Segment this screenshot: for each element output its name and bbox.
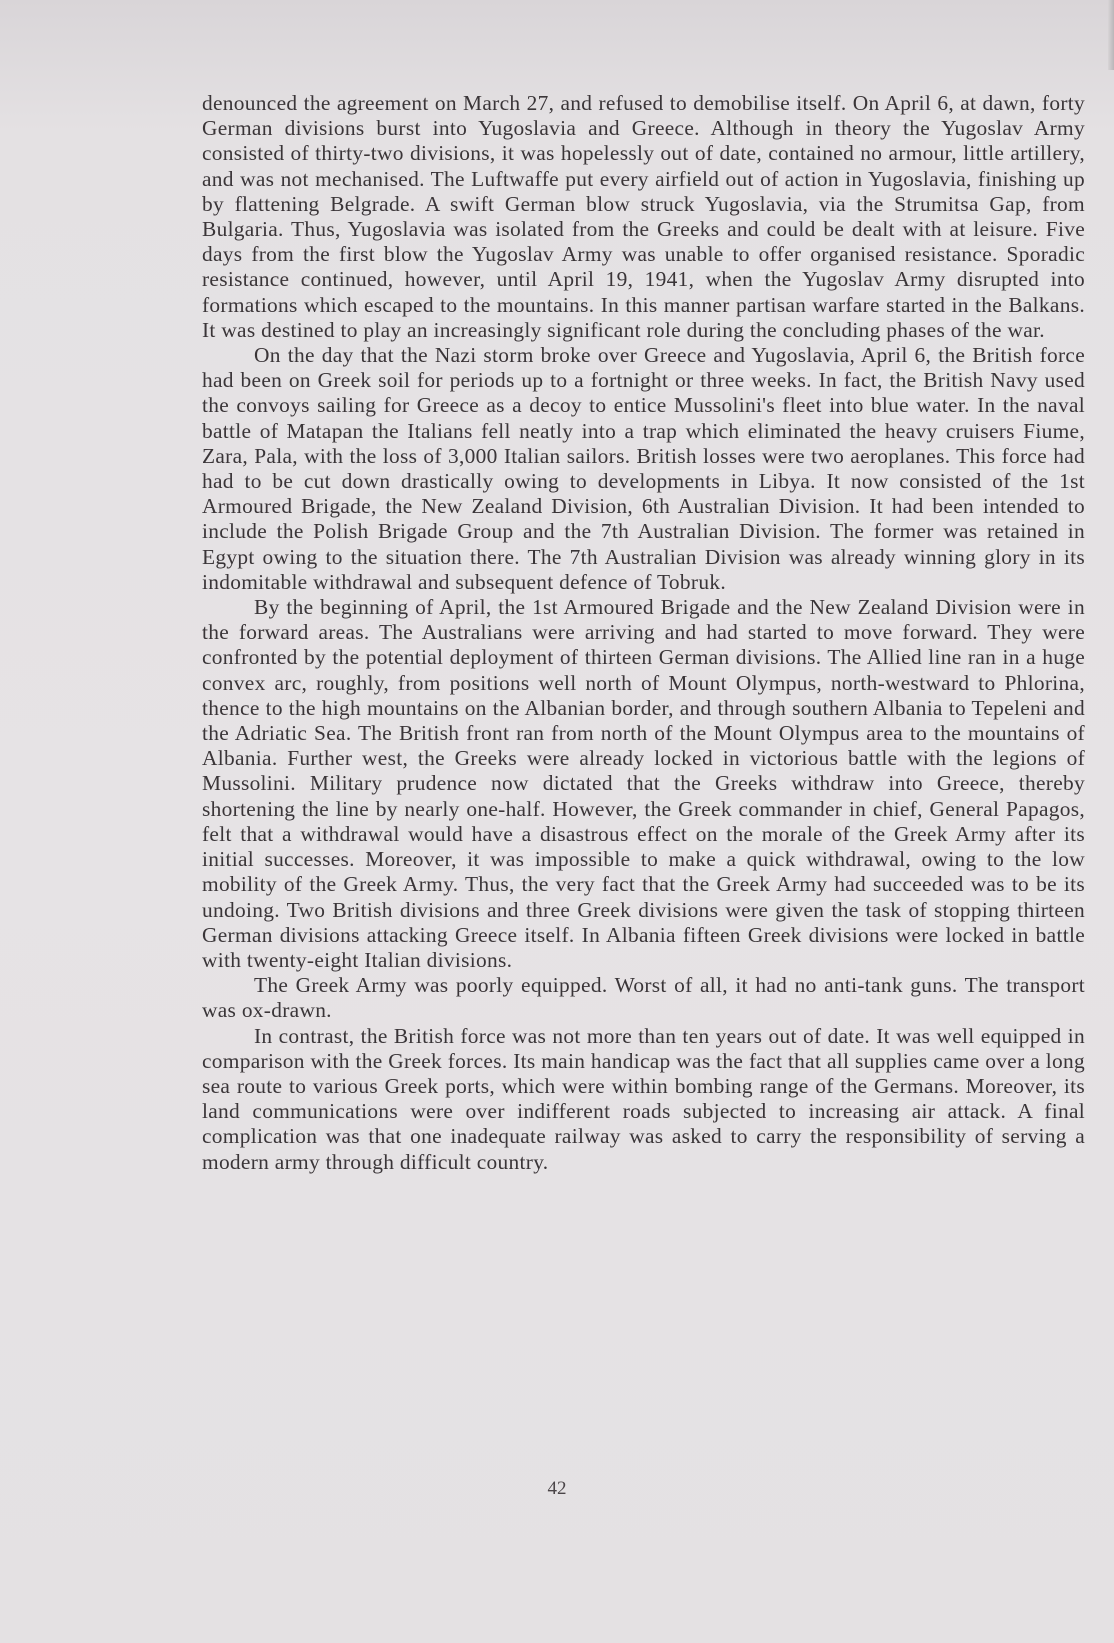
body-text (202, 91, 1085, 1175)
page-edge (1108, 0, 1114, 70)
paragraph-4: The Greek Army was poorly equipped. Worst of all, it had no anti-tank guns. The transport was ox-drawn. (202, 973, 1085, 1023)
paragraph-2: On the day that the Nazi storm broke over Greece and Yugoslavia, April 6, the British force had been on Greek soil for periods up to a fortnight or three weeks. In fact, the British Navy used the convoys sailing for Greece as a decoy to entice Mussolini's fleet into blue water. In the naval battle of Matapan the Italians fell neatly into a trap which eliminated the heavy cruisers Fiume, Zara, Pala, with the loss of 3,000 Italian sailors. British losses were two aeroplanes. This force had had to be cut down drastically owing to developments in Libya. It now consisted of the 1st Armoured Brigade, the New Zealand Division, 6th Australian Division. It had been intended to include the Polish Brigade Group and the 7th Australian Division. The former was retained in Egypt owing to the situation there. The 7th Australian Division was already winning glory in its indomitable withdrawal and subsequent defence of Tobruk. (202, 343, 1085, 594)
page-number: 42 (547, 1478, 567, 1499)
paragraph-3: By the beginning of April, the 1st Armoured Brigade and the New Zealand Division were in the forward areas. The Australians were arriving and had started to move forward. They were confronted by the potential deployment of thirteen German divisions. The Allied line ran in a huge convex arc, roughly, from positions well north of Mount Olympus, north-westward to Phlorina, thence to the high mountains on the Albanian border, and through southern Albania to Tepeleni and the Adriatic Sea. The British front ran from north of the Mount Olympus area to the mountains of Albania. Further west, the Greeks were already locked in victorious battle with the legions of Mussolini. Military prudence now dictated that the Greeks withdraw into Greece, thereby shortening the line by nearly one-half. However, the Greek commander in chief, General Papagos, felt that a withdrawal would have a disastrous effect on the morale of the Greek Army after its initial successes. Moreover, it was impossible to make a quick withdrawal, owing to the low mobility of the Greek Army. Thus, the very fact that the Greek Army had succeeded was to be its undoing. Two British divisions and three Greek divisions were given the task of stopping thirteen German divisions attacking Greece itself. In Albania fifteen Greek divisions were locked in battle with twenty-eight Italian divisions. (202, 595, 1085, 972)
paragraph-1: denounced the agreement on March 27, and refused to demobilise itself. On April 6, at dawn, forty German divisions burst into Yugoslavia and Greece. Although in theory the Yugoslav Army consisted of thirty-two divisions, it was hopelessly out of date, contained no armour, little artillery, and was not mechanised. The Luftwaffe put every airfield out of action in Yugoslavia, finishing up by flattening Belgrade. A swift German blow struck Yugoslavia, via the Strumitsa Gap, from Bulgaria. Thus, Yugoslavia was isolated from the Greeks and could be dealt with at leisure. Five days from the first blow the Yugoslav Army was unable to offer organised resistance. Sporadic resistance continued, however, until April 19, 1941, when the Yugoslav Army disrupted into formations which escaped to the mountains. In this manner partisan warfare started in the Balkans. It was destined to play an increasingly significant role during the concluding phases of the war. (202, 91, 1085, 342)
paragraph-5: In contrast, the British force was not more than ten years out of date. It was well equipped in comparison with the Greek forces. Its main handicap was the fact that all supplies came over a long sea route to various Greek ports, which were within bombing range of the Germans. Moreover, its land communications were over indifferent roads subjected to increasing air attack. A final complication was that one inadequate railway was asked to carry the responsibility of serving a modern army through difficult country. (202, 1023, 1085, 1174)
